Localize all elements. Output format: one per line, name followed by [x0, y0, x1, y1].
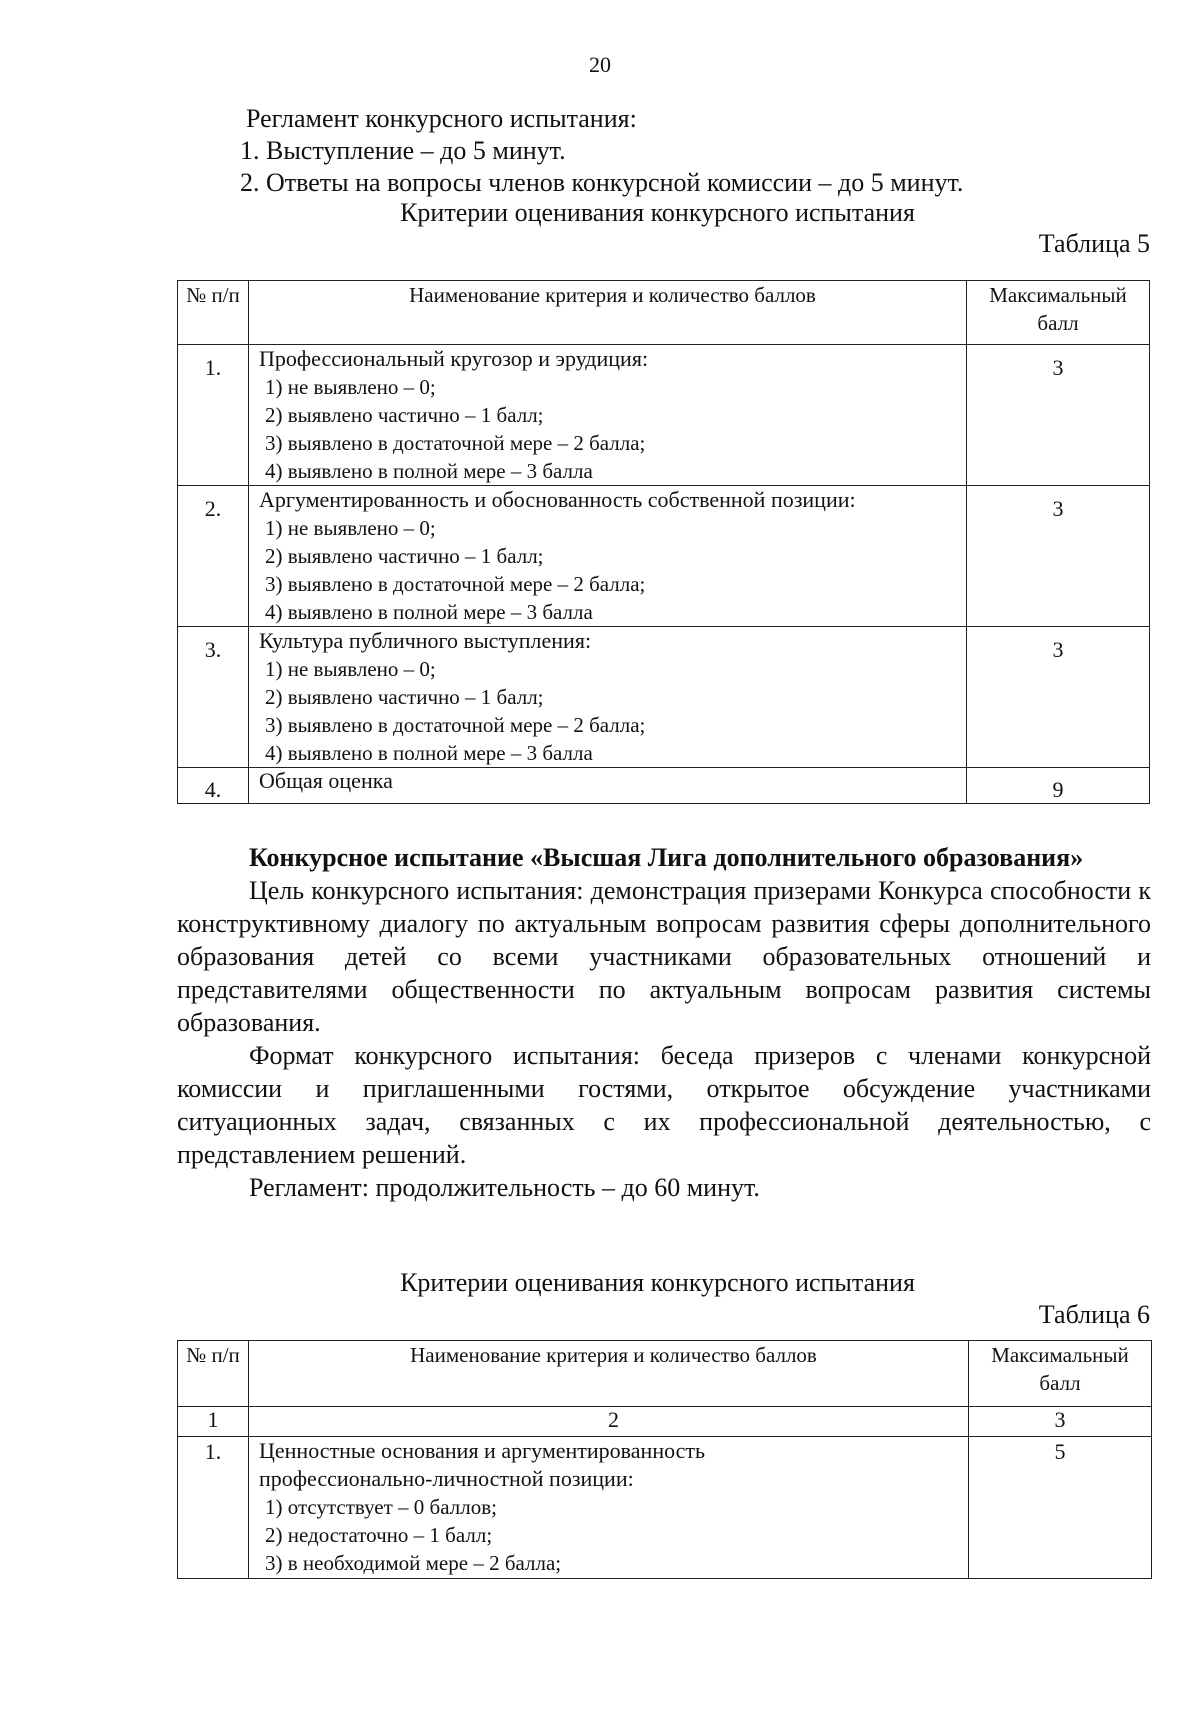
col-number: 1	[178, 1407, 249, 1437]
criterion-text: Аргументированность и обоснованность собственной позиции:	[259, 487, 856, 512]
option-line: 2) выявлено частично – 1 балл;	[265, 403, 544, 427]
table-row	[178, 345, 1150, 486]
table6-label: Таблица 6	[1038, 1300, 1150, 1329]
row-max: 3	[967, 627, 1150, 768]
option-line: 4) выявлено в полной мере – 3 балла	[265, 741, 593, 765]
col-number: 3	[969, 1407, 1152, 1437]
reglament-title: Регламент конкурсного испытания:	[246, 104, 637, 133]
option-line: 3) выявлено в достаточной мере – 2 балла;	[265, 572, 646, 596]
criterion-text: Ценностные основания и аргументированность	[259, 1438, 706, 1463]
reglament-item-2: 2. Ответы на вопросы членов конкурсной комиссии – до 5 минут.	[240, 168, 964, 197]
option-line: 2) выявлено частично – 1 балл;	[265, 544, 544, 568]
section-heading: Конкурсное испытание «Высшая Лига дополнительного образования»	[249, 843, 1084, 872]
option-line: 4) выявлено в полной мере – 3 балла	[265, 459, 593, 483]
header-max: Максимальный балл	[967, 281, 1150, 345]
criterion-text: профессионально-личностной позиции:	[259, 1466, 634, 1491]
criterion-text: Профессиональный кругозор и эрудиция:	[259, 346, 649, 371]
header-num: № п/п	[178, 1341, 249, 1407]
page-number: 20	[589, 52, 611, 77]
row-max: 3	[967, 345, 1150, 486]
table-row	[178, 1437, 1152, 1579]
option-line: 2) выявлено частично – 1 балл;	[265, 685, 544, 709]
table-row	[178, 627, 1150, 768]
header-name: Наименование критерия и количество баллов	[249, 1341, 969, 1407]
criteria-table-5	[177, 280, 1150, 804]
row-max: 5	[969, 1437, 1152, 1579]
table-header-row	[178, 281, 1150, 345]
option-line: 3) выявлено в достаточной мере – 2 балла;	[265, 431, 646, 455]
section-body	[177, 841, 1151, 1204]
row-num: 4.	[178, 768, 249, 804]
option-line: 3) в необходимой мере – 2 балла;	[265, 1551, 562, 1575]
table-row	[178, 486, 1150, 627]
option-line: 1) отсутствует – 0 баллов;	[265, 1495, 497, 1519]
header-max: Максимальный балл	[969, 1341, 1152, 1407]
format-paragraph: Формат конкурсного испытания: беседа призеров с членами конкурсной комиссии и приглашенными гостями, открытое обсуждение участниками ситуационных задач, связанных с их профессиональной деятельностью, с представлением решений.	[177, 1041, 1151, 1169]
goal-paragraph: Цель конкурсного испытания: демонстрация призерами Конкурса способности к конструктивному диалогу по актуальным вопросам развития сферы дополнительного образования детей со всеми участниками образовательных отношений и представителями общественности по актуальным вопросам развития системы образования.	[177, 876, 1151, 1037]
reglament-item-1: 1. Выступление – до 5 минут.	[240, 136, 566, 165]
option-line: 2) недостаточно – 1 балл;	[265, 1523, 493, 1547]
criterion-text: Культура публичного выступления:	[259, 628, 592, 653]
table5-title: Критерии оценивания конкурсного испытания	[400, 198, 915, 227]
row-num: 1.	[178, 1437, 249, 1579]
header-name: Наименование критерия и количество баллов	[249, 281, 967, 345]
option-line: 1) не выявлено – 0;	[265, 657, 436, 681]
row-num: 3.	[178, 627, 249, 768]
table6-title: Критерии оценивания конкурсного испытания	[400, 1268, 915, 1297]
table-row	[178, 768, 1150, 804]
option-line: 4) выявлено в полной мере – 3 балла	[265, 600, 593, 624]
row-num: 1.	[178, 345, 249, 486]
option-line: 1) не выявлено – 0;	[265, 375, 436, 399]
col-number: 2	[249, 1407, 969, 1437]
row-num: 2.	[178, 486, 249, 627]
option-line: 3) выявлено в достаточной мере – 2 балла;	[265, 713, 646, 737]
reglament-paragraph: Регламент: продолжительность – до 60 минут.	[249, 1173, 760, 1202]
option-line: 1) не выявлено – 0;	[265, 516, 436, 540]
table-header-row	[178, 1341, 1152, 1407]
criterion-text: Общая оценка	[249, 768, 967, 804]
row-max: 3	[967, 486, 1150, 627]
row-max: 9	[967, 768, 1150, 804]
criteria-table-6	[177, 1340, 1152, 1579]
header-num: № п/п	[178, 281, 249, 345]
table5-label: Таблица 5	[1038, 229, 1150, 258]
column-number-row	[178, 1407, 1152, 1437]
